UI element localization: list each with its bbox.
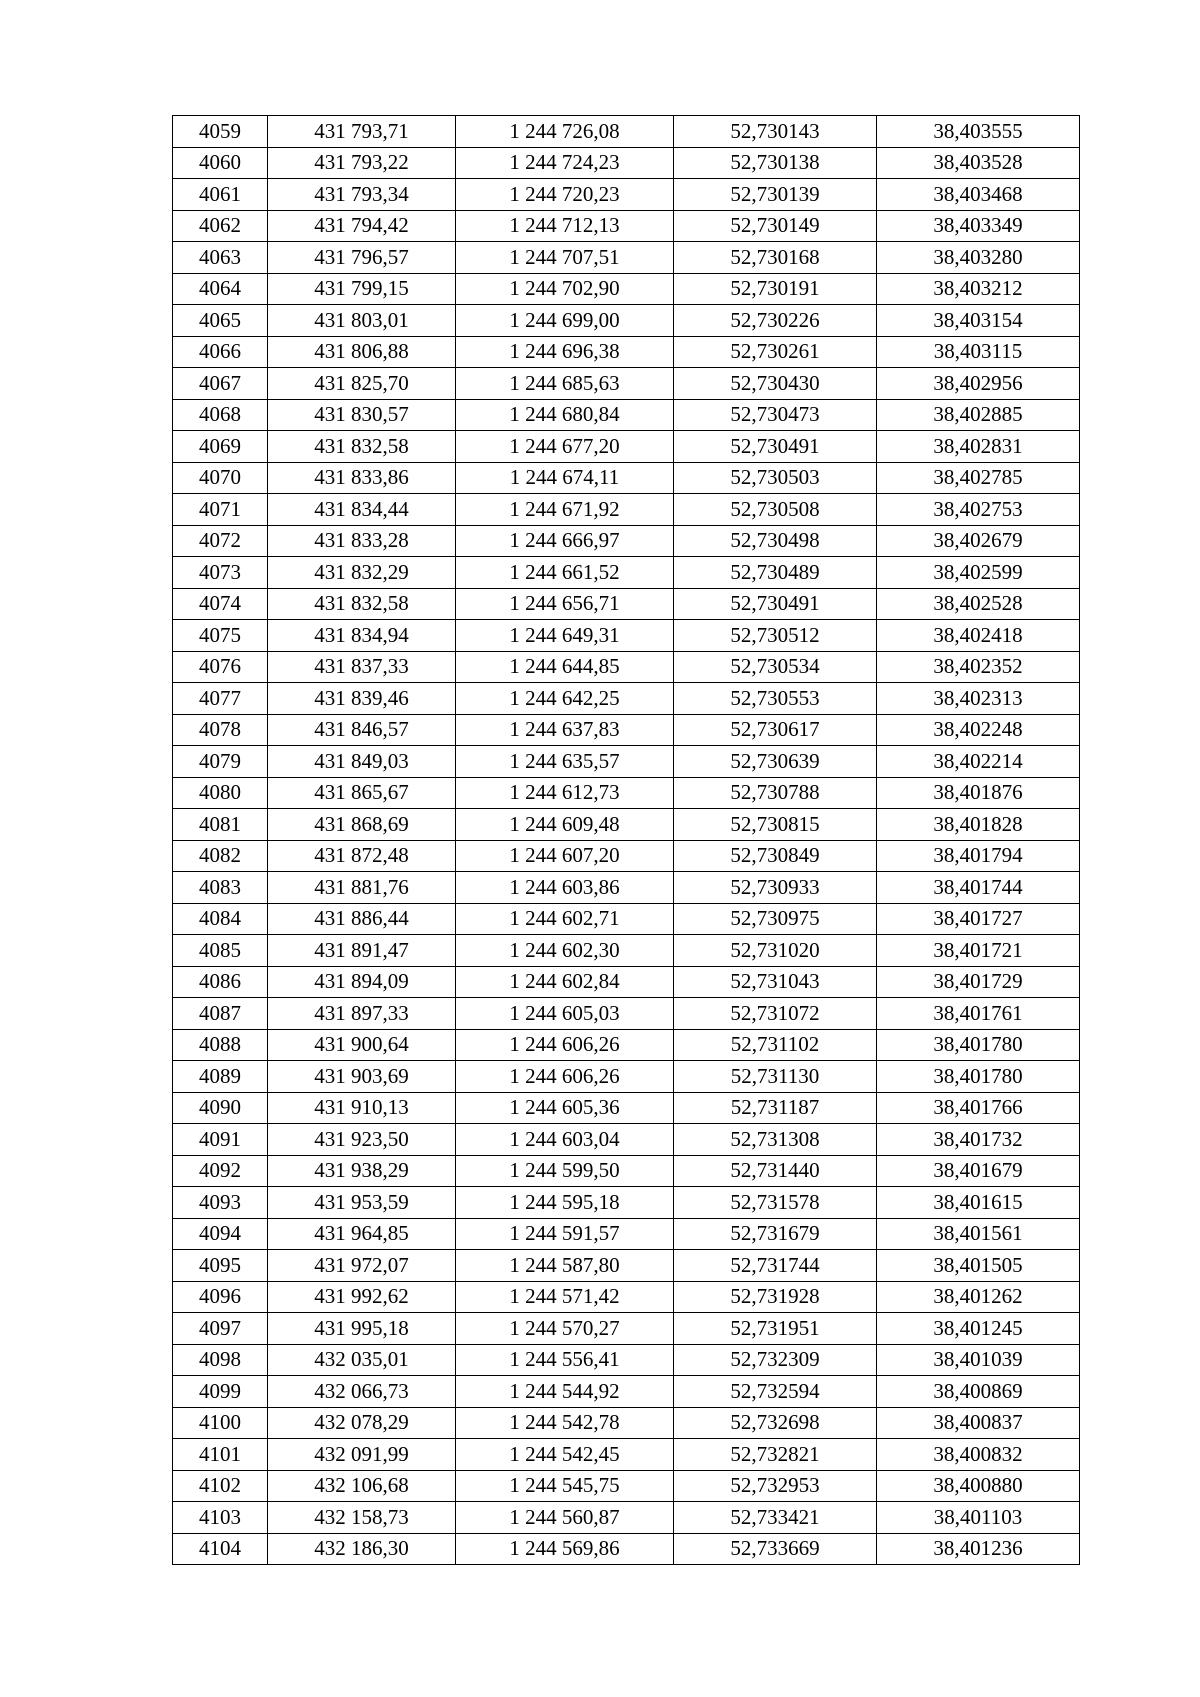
table-row [173, 147, 1080, 179]
latitude-cell: 52,730815 [674, 809, 877, 841]
x-coordinate-cell: 431 793,34 [268, 179, 456, 211]
point-number-cell: 4074 [173, 588, 268, 620]
table-row [173, 305, 1080, 337]
table-row [173, 683, 1080, 715]
point-number-cell: 4076 [173, 651, 268, 683]
table-row [173, 777, 1080, 809]
x-coordinate-cell: 431 796,57 [268, 242, 456, 274]
table-row [173, 1124, 1080, 1156]
table-row [173, 966, 1080, 998]
latitude-cell: 52,732309 [674, 1344, 877, 1376]
latitude-cell: 52,730849 [674, 840, 877, 872]
coordinates-table-body [173, 116, 1080, 1565]
x-coordinate-cell: 431 849,03 [268, 746, 456, 778]
x-coordinate-cell: 431 834,44 [268, 494, 456, 526]
latitude-cell: 52,731308 [674, 1124, 877, 1156]
y-coordinate-cell: 1 244 612,73 [456, 777, 674, 809]
point-number-cell: 4079 [173, 746, 268, 778]
latitude-cell: 52,731130 [674, 1061, 877, 1093]
latitude-cell: 52,730261 [674, 336, 877, 368]
longitude-cell: 38,402214 [877, 746, 1080, 778]
y-coordinate-cell: 1 244 602,84 [456, 966, 674, 998]
longitude-cell: 38,401615 [877, 1187, 1080, 1219]
longitude-cell: 38,401761 [877, 998, 1080, 1030]
point-number-cell: 4093 [173, 1187, 268, 1219]
table-row [173, 1218, 1080, 1250]
latitude-cell: 52,731578 [674, 1187, 877, 1219]
point-number-cell: 4099 [173, 1376, 268, 1408]
x-coordinate-cell: 431 803,01 [268, 305, 456, 337]
y-coordinate-cell: 1 244 587,80 [456, 1250, 674, 1282]
y-coordinate-cell: 1 244 635,57 [456, 746, 674, 778]
longitude-cell: 38,401679 [877, 1155, 1080, 1187]
coordinates-table [172, 115, 1080, 1565]
table-row [173, 1376, 1080, 1408]
point-number-cell: 4066 [173, 336, 268, 368]
point-number-cell: 4063 [173, 242, 268, 274]
y-coordinate-cell: 1 244 542,45 [456, 1439, 674, 1471]
y-coordinate-cell: 1 244 656,71 [456, 588, 674, 620]
table-row [173, 431, 1080, 463]
longitude-cell: 38,400832 [877, 1439, 1080, 1471]
y-coordinate-cell: 1 244 607,20 [456, 840, 674, 872]
y-coordinate-cell: 1 244 570,27 [456, 1313, 674, 1345]
latitude-cell: 52,730430 [674, 368, 877, 400]
latitude-cell: 52,732821 [674, 1439, 877, 1471]
point-number-cell: 4072 [173, 525, 268, 557]
table-row [173, 1470, 1080, 1502]
table-row [173, 494, 1080, 526]
y-coordinate-cell: 1 244 591,57 [456, 1218, 674, 1250]
y-coordinate-cell: 1 244 595,18 [456, 1187, 674, 1219]
point-number-cell: 4070 [173, 462, 268, 494]
longitude-cell: 38,401794 [877, 840, 1080, 872]
table-row [173, 651, 1080, 683]
table-row [173, 620, 1080, 652]
longitude-cell: 38,401780 [877, 1029, 1080, 1061]
y-coordinate-cell: 1 244 674,11 [456, 462, 674, 494]
x-coordinate-cell: 432 106,68 [268, 1470, 456, 1502]
longitude-cell: 38,403349 [877, 210, 1080, 242]
longitude-cell: 38,400869 [877, 1376, 1080, 1408]
x-coordinate-cell: 432 066,73 [268, 1376, 456, 1408]
table-row [173, 1281, 1080, 1313]
latitude-cell: 52,730143 [674, 116, 877, 148]
point-number-cell: 4091 [173, 1124, 268, 1156]
y-coordinate-cell: 1 244 699,00 [456, 305, 674, 337]
latitude-cell: 52,730138 [674, 147, 877, 179]
longitude-cell: 38,400880 [877, 1470, 1080, 1502]
x-coordinate-cell: 431 910,13 [268, 1092, 456, 1124]
longitude-cell: 38,402418 [877, 620, 1080, 652]
point-number-cell: 4083 [173, 872, 268, 904]
point-number-cell: 4081 [173, 809, 268, 841]
longitude-cell: 38,403528 [877, 147, 1080, 179]
longitude-cell: 38,401262 [877, 1281, 1080, 1313]
latitude-cell: 52,731102 [674, 1029, 877, 1061]
y-coordinate-cell: 1 244 599,50 [456, 1155, 674, 1187]
latitude-cell: 52,731744 [674, 1250, 877, 1282]
longitude-cell: 38,402248 [877, 714, 1080, 746]
y-coordinate-cell: 1 244 707,51 [456, 242, 674, 274]
x-coordinate-cell: 431 837,33 [268, 651, 456, 683]
point-number-cell: 4085 [173, 935, 268, 967]
point-number-cell: 4102 [173, 1470, 268, 1502]
longitude-cell: 38,401039 [877, 1344, 1080, 1376]
point-number-cell: 4096 [173, 1281, 268, 1313]
x-coordinate-cell: 431 825,70 [268, 368, 456, 400]
table-row [173, 840, 1080, 872]
point-number-cell: 4101 [173, 1439, 268, 1471]
latitude-cell: 52,730149 [674, 210, 877, 242]
point-number-cell: 4095 [173, 1250, 268, 1282]
point-number-cell: 4100 [173, 1407, 268, 1439]
point-number-cell: 4068 [173, 399, 268, 431]
point-number-cell: 4073 [173, 557, 268, 589]
point-number-cell: 4065 [173, 305, 268, 337]
y-coordinate-cell: 1 244 542,78 [456, 1407, 674, 1439]
latitude-cell: 52,730975 [674, 903, 877, 935]
y-coordinate-cell: 1 244 602,71 [456, 903, 674, 935]
latitude-cell: 52,730553 [674, 683, 877, 715]
x-coordinate-cell: 431 972,07 [268, 1250, 456, 1282]
x-coordinate-cell: 431 794,42 [268, 210, 456, 242]
longitude-cell: 38,403468 [877, 179, 1080, 211]
latitude-cell: 52,731440 [674, 1155, 877, 1187]
table-row [173, 872, 1080, 904]
x-coordinate-cell: 431 799,15 [268, 273, 456, 305]
x-coordinate-cell: 431 881,76 [268, 872, 456, 904]
longitude-cell: 38,402313 [877, 683, 1080, 715]
y-coordinate-cell: 1 244 605,36 [456, 1092, 674, 1124]
latitude-cell: 52,730503 [674, 462, 877, 494]
table-row [173, 368, 1080, 400]
table-row [173, 116, 1080, 148]
latitude-cell: 52,731072 [674, 998, 877, 1030]
x-coordinate-cell: 431 938,29 [268, 1155, 456, 1187]
longitude-cell: 38,401103 [877, 1502, 1080, 1534]
y-coordinate-cell: 1 244 661,52 [456, 557, 674, 589]
point-number-cell: 4060 [173, 147, 268, 179]
y-coordinate-cell: 1 244 606,26 [456, 1029, 674, 1061]
latitude-cell: 52,730489 [674, 557, 877, 589]
x-coordinate-cell: 432 091,99 [268, 1439, 456, 1471]
table-row [173, 210, 1080, 242]
point-number-cell: 4094 [173, 1218, 268, 1250]
latitude-cell: 52,730226 [674, 305, 877, 337]
x-coordinate-cell: 431 992,62 [268, 1281, 456, 1313]
longitude-cell: 38,403115 [877, 336, 1080, 368]
longitude-cell: 38,400837 [877, 1407, 1080, 1439]
y-coordinate-cell: 1 244 560,87 [456, 1502, 674, 1534]
table-row [173, 998, 1080, 1030]
point-number-cell: 4089 [173, 1061, 268, 1093]
table-row [173, 1502, 1080, 1534]
point-number-cell: 4097 [173, 1313, 268, 1345]
latitude-cell: 52,730168 [674, 242, 877, 274]
y-coordinate-cell: 1 244 606,26 [456, 1061, 674, 1093]
longitude-cell: 38,402785 [877, 462, 1080, 494]
longitude-cell: 38,402599 [877, 557, 1080, 589]
latitude-cell: 52,730639 [674, 746, 877, 778]
y-coordinate-cell: 1 244 556,41 [456, 1344, 674, 1376]
latitude-cell: 52,733669 [674, 1533, 877, 1565]
x-coordinate-cell: 431 839,46 [268, 683, 456, 715]
y-coordinate-cell: 1 244 603,04 [456, 1124, 674, 1156]
table-row [173, 273, 1080, 305]
y-coordinate-cell: 1 244 603,86 [456, 872, 674, 904]
longitude-cell: 38,402885 [877, 399, 1080, 431]
latitude-cell: 52,730491 [674, 431, 877, 463]
latitude-cell: 52,731043 [674, 966, 877, 998]
x-coordinate-cell: 431 872,48 [268, 840, 456, 872]
x-coordinate-cell: 432 035,01 [268, 1344, 456, 1376]
table-row [173, 1344, 1080, 1376]
latitude-cell: 52,730139 [674, 179, 877, 211]
latitude-cell: 52,731928 [674, 1281, 877, 1313]
table-row [173, 1029, 1080, 1061]
table-row [173, 525, 1080, 557]
x-coordinate-cell: 431 894,09 [268, 966, 456, 998]
x-coordinate-cell: 431 846,57 [268, 714, 456, 746]
longitude-cell: 38,402528 [877, 588, 1080, 620]
latitude-cell: 52,730491 [674, 588, 877, 620]
table-row [173, 903, 1080, 935]
longitude-cell: 38,401727 [877, 903, 1080, 935]
x-coordinate-cell: 431 891,47 [268, 935, 456, 967]
point-number-cell: 4098 [173, 1344, 268, 1376]
x-coordinate-cell: 431 834,94 [268, 620, 456, 652]
table-row [173, 1155, 1080, 1187]
x-coordinate-cell: 431 833,28 [268, 525, 456, 557]
table-row [173, 336, 1080, 368]
latitude-cell: 52,730512 [674, 620, 877, 652]
table-row [173, 399, 1080, 431]
latitude-cell: 52,731187 [674, 1092, 877, 1124]
table-row [173, 1533, 1080, 1565]
longitude-cell: 38,402956 [877, 368, 1080, 400]
longitude-cell: 38,402679 [877, 525, 1080, 557]
longitude-cell: 38,403280 [877, 242, 1080, 274]
y-coordinate-cell: 1 244 680,84 [456, 399, 674, 431]
longitude-cell: 38,401505 [877, 1250, 1080, 1282]
latitude-cell: 52,730473 [674, 399, 877, 431]
y-coordinate-cell: 1 244 544,92 [456, 1376, 674, 1408]
x-coordinate-cell: 431 830,57 [268, 399, 456, 431]
x-coordinate-cell: 432 186,30 [268, 1533, 456, 1565]
y-coordinate-cell: 1 244 685,63 [456, 368, 674, 400]
table-row [173, 1407, 1080, 1439]
point-number-cell: 4084 [173, 903, 268, 935]
table-row [173, 1061, 1080, 1093]
table-row [173, 1250, 1080, 1282]
y-coordinate-cell: 1 244 649,31 [456, 620, 674, 652]
table-row [173, 714, 1080, 746]
table-row [173, 809, 1080, 841]
table-row [173, 179, 1080, 211]
table-row [173, 1092, 1080, 1124]
point-number-cell: 4071 [173, 494, 268, 526]
longitude-cell: 38,401828 [877, 809, 1080, 841]
point-number-cell: 4090 [173, 1092, 268, 1124]
x-coordinate-cell: 431 995,18 [268, 1313, 456, 1345]
table-row [173, 1187, 1080, 1219]
x-coordinate-cell: 432 078,29 [268, 1407, 456, 1439]
point-number-cell: 4069 [173, 431, 268, 463]
latitude-cell: 52,730788 [674, 777, 877, 809]
point-number-cell: 4103 [173, 1502, 268, 1534]
latitude-cell: 52,733421 [674, 1502, 877, 1534]
x-coordinate-cell: 431 897,33 [268, 998, 456, 1030]
y-coordinate-cell: 1 244 666,97 [456, 525, 674, 557]
longitude-cell: 38,403154 [877, 305, 1080, 337]
table-row [173, 1439, 1080, 1471]
point-number-cell: 4075 [173, 620, 268, 652]
point-number-cell: 4064 [173, 273, 268, 305]
point-number-cell: 4082 [173, 840, 268, 872]
longitude-cell: 38,401561 [877, 1218, 1080, 1250]
point-number-cell: 4088 [173, 1029, 268, 1061]
y-coordinate-cell: 1 244 671,92 [456, 494, 674, 526]
y-coordinate-cell: 1 244 571,42 [456, 1281, 674, 1313]
table-row [173, 588, 1080, 620]
point-number-cell: 4104 [173, 1533, 268, 1565]
longitude-cell: 38,401766 [877, 1092, 1080, 1124]
latitude-cell: 52,730508 [674, 494, 877, 526]
point-number-cell: 4086 [173, 966, 268, 998]
y-coordinate-cell: 1 244 726,08 [456, 116, 674, 148]
longitude-cell: 38,401732 [877, 1124, 1080, 1156]
latitude-cell: 52,731951 [674, 1313, 877, 1345]
y-coordinate-cell: 1 244 720,23 [456, 179, 674, 211]
point-number-cell: 4067 [173, 368, 268, 400]
y-coordinate-cell: 1 244 677,20 [456, 431, 674, 463]
latitude-cell: 52,730534 [674, 651, 877, 683]
table-row [173, 557, 1080, 589]
x-coordinate-cell: 432 158,73 [268, 1502, 456, 1534]
longitude-cell: 38,401876 [877, 777, 1080, 809]
longitude-cell: 38,401721 [877, 935, 1080, 967]
longitude-cell: 38,401744 [877, 872, 1080, 904]
longitude-cell: 38,401245 [877, 1313, 1080, 1345]
x-coordinate-cell: 431 833,86 [268, 462, 456, 494]
y-coordinate-cell: 1 244 609,48 [456, 809, 674, 841]
x-coordinate-cell: 431 868,69 [268, 809, 456, 841]
latitude-cell: 52,732953 [674, 1470, 877, 1502]
latitude-cell: 52,731679 [674, 1218, 877, 1250]
longitude-cell: 38,403555 [877, 116, 1080, 148]
table-row [173, 746, 1080, 778]
y-coordinate-cell: 1 244 605,03 [456, 998, 674, 1030]
table-row [173, 1313, 1080, 1345]
x-coordinate-cell: 431 903,69 [268, 1061, 456, 1093]
longitude-cell: 38,402753 [877, 494, 1080, 526]
latitude-cell: 52,732594 [674, 1376, 877, 1408]
y-coordinate-cell: 1 244 545,75 [456, 1470, 674, 1502]
x-coordinate-cell: 431 832,58 [268, 431, 456, 463]
longitude-cell: 38,402831 [877, 431, 1080, 463]
table-row [173, 242, 1080, 274]
longitude-cell: 38,403212 [877, 273, 1080, 305]
y-coordinate-cell: 1 244 724,23 [456, 147, 674, 179]
point-number-cell: 4062 [173, 210, 268, 242]
point-number-cell: 4087 [173, 998, 268, 1030]
longitude-cell: 38,401236 [877, 1533, 1080, 1565]
y-coordinate-cell: 1 244 569,86 [456, 1533, 674, 1565]
y-coordinate-cell: 1 244 642,25 [456, 683, 674, 715]
x-coordinate-cell: 431 923,50 [268, 1124, 456, 1156]
x-coordinate-cell: 431 793,22 [268, 147, 456, 179]
table-row [173, 935, 1080, 967]
point-number-cell: 4059 [173, 116, 268, 148]
longitude-cell: 38,401729 [877, 966, 1080, 998]
y-coordinate-cell: 1 244 644,85 [456, 651, 674, 683]
x-coordinate-cell: 431 886,44 [268, 903, 456, 935]
x-coordinate-cell: 431 964,85 [268, 1218, 456, 1250]
point-number-cell: 4077 [173, 683, 268, 715]
y-coordinate-cell: 1 244 637,83 [456, 714, 674, 746]
latitude-cell: 52,730933 [674, 872, 877, 904]
x-coordinate-cell: 431 953,59 [268, 1187, 456, 1219]
latitude-cell: 52,732698 [674, 1407, 877, 1439]
y-coordinate-cell: 1 244 702,90 [456, 273, 674, 305]
latitude-cell: 52,731020 [674, 935, 877, 967]
longitude-cell: 38,401780 [877, 1061, 1080, 1093]
x-coordinate-cell: 431 806,88 [268, 336, 456, 368]
y-coordinate-cell: 1 244 712,13 [456, 210, 674, 242]
longitude-cell: 38,402352 [877, 651, 1080, 683]
point-number-cell: 4080 [173, 777, 268, 809]
x-coordinate-cell: 431 865,67 [268, 777, 456, 809]
y-coordinate-cell: 1 244 602,30 [456, 935, 674, 967]
table-row [173, 462, 1080, 494]
x-coordinate-cell: 431 793,71 [268, 116, 456, 148]
point-number-cell: 4061 [173, 179, 268, 211]
x-coordinate-cell: 431 900,64 [268, 1029, 456, 1061]
point-number-cell: 4078 [173, 714, 268, 746]
latitude-cell: 52,730617 [674, 714, 877, 746]
latitude-cell: 52,730191 [674, 273, 877, 305]
latitude-cell: 52,730498 [674, 525, 877, 557]
point-number-cell: 4092 [173, 1155, 268, 1187]
x-coordinate-cell: 431 832,29 [268, 557, 456, 589]
y-coordinate-cell: 1 244 696,38 [456, 336, 674, 368]
x-coordinate-cell: 431 832,58 [268, 588, 456, 620]
